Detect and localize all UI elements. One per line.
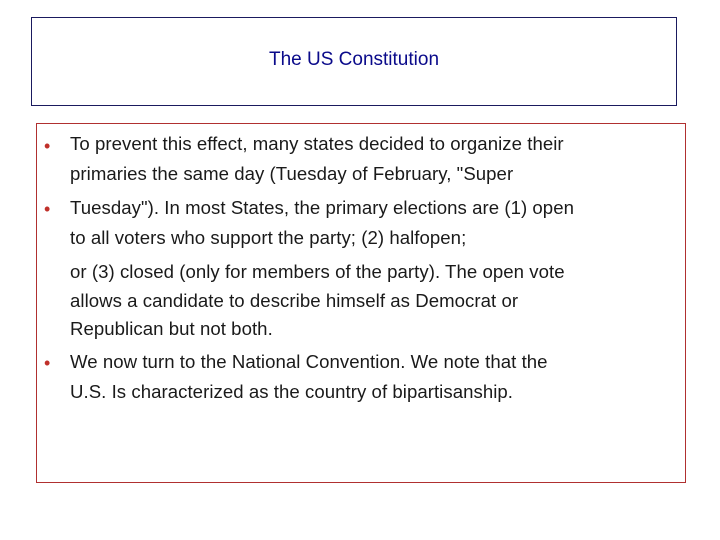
text-line: or (3) closed (only for members of the party). The open vote <box>70 261 565 282</box>
bullet-icon: • <box>44 353 51 373</box>
bullet-icon: • <box>44 199 51 219</box>
text-line: allows a candidate to describe himself as Democrat or <box>70 290 519 311</box>
text-line: primaries the same day (Tuesday of February, "Super <box>70 163 514 184</box>
text-line: U.S. Is characterized as the country of bipartisanship. <box>70 381 514 402</box>
text-line: To prevent this effect, many states decided to organize their <box>70 133 564 154</box>
text-line: Tuesday"). In most States, the primary elections are (1) open <box>70 197 574 218</box>
text-line: to all voters who support the party; (2) halfopen; <box>70 227 467 248</box>
text-line: Republican but not both. <box>70 318 273 339</box>
text-line: We now turn to the National Convention. We note that the <box>70 351 548 372</box>
title-box <box>31 17 677 106</box>
bullet-icon: • <box>44 136 51 156</box>
slide-title: The US Constitution <box>268 49 440 70</box>
